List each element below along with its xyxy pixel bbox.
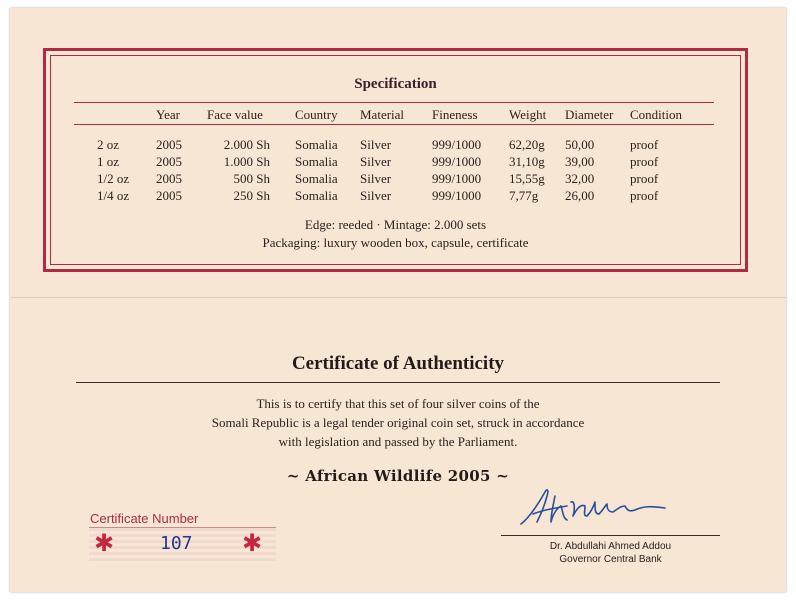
table-cell: 2005 xyxy=(156,171,182,186)
table-cell: 7,77g xyxy=(509,188,539,203)
edge-mintage-note: Edge: reeded · Mintage: 2.000 sets xyxy=(304,217,487,232)
table-cell: 1.000 Sh xyxy=(223,154,270,169)
table-cell: 1/2 oz xyxy=(97,171,130,186)
table-cell: 31,10g xyxy=(509,154,545,169)
table-cell: Somalia xyxy=(295,188,338,203)
asterisk-ornament-icon: ✱ xyxy=(242,529,263,557)
fold-line xyxy=(10,297,786,298)
statement-line: with legislation and passed by the Parliament. xyxy=(278,434,518,449)
certificate-statement xyxy=(10,394,786,451)
statement-line: This is to certify that this set of four silver coins of the xyxy=(256,396,540,411)
col-header-material: Material xyxy=(360,107,405,122)
table-cell: proof xyxy=(630,154,659,169)
statement-line: Somali Republic is a legal tender original coin set, struck in accordance xyxy=(211,415,585,430)
table-cell: 2 oz xyxy=(97,137,120,152)
table-cell: Somalia xyxy=(295,171,338,186)
table-cell: proof xyxy=(630,137,659,152)
col-header-condition: Condition xyxy=(630,107,683,122)
table-cell: 999/1000 xyxy=(432,154,482,169)
header-top-rule xyxy=(74,102,714,103)
table-cell: 2005 xyxy=(156,188,182,203)
table-cell: 2005 xyxy=(156,137,182,152)
col-header-year: Year xyxy=(156,107,180,122)
header-bottom-rule xyxy=(74,124,714,125)
specification-frame xyxy=(43,48,748,272)
table-cell: 999/1000 xyxy=(432,188,482,203)
specification-title: Specification xyxy=(354,76,437,92)
table-cell: proof xyxy=(630,188,659,203)
table-cell: 1/4 oz xyxy=(97,188,130,203)
table-cell: 15,55g xyxy=(509,171,545,186)
table-cell: Silver xyxy=(360,137,392,152)
table-cell: 250 Sh xyxy=(233,188,270,203)
certificate-number-label: Certificate Number xyxy=(90,511,199,526)
table-cell: 26,00 xyxy=(565,188,595,203)
signer-name: Dr. Abdullahi Ahmed Addou xyxy=(549,541,672,552)
asterisk-ornament-icon: ✱ xyxy=(94,529,115,557)
table-cell: 50,00 xyxy=(565,137,595,152)
table-cell: 39,00 xyxy=(565,154,595,169)
table-cell: proof xyxy=(630,171,659,186)
signature-icon xyxy=(515,484,695,534)
certificate-number: 107 xyxy=(160,533,193,554)
series-title: ~ African Wildlife 2005 ~ xyxy=(286,467,510,485)
table-cell: Silver xyxy=(360,154,392,169)
table-cell: Silver xyxy=(360,188,392,203)
certificate-title: Certificate of Authenticity xyxy=(291,353,505,374)
table-cell: Silver xyxy=(360,171,392,186)
packaging-note: Packaging: luxury wooden box, capsule, certificate xyxy=(262,235,529,250)
table-cell: 1 oz xyxy=(97,154,120,169)
signer-title: Governor Central Bank xyxy=(559,554,662,565)
title-rule xyxy=(76,382,720,383)
table-cell: 999/1000 xyxy=(432,171,482,186)
table-cell: 999/1000 xyxy=(432,137,482,152)
col-header-face-value: Face value xyxy=(207,107,263,122)
signature-line xyxy=(501,535,720,536)
table-cell: 500 Sh xyxy=(233,171,270,186)
table-cell: 2.000 Sh xyxy=(223,137,270,152)
col-header-diameter: Diameter xyxy=(565,107,614,122)
col-header-weight: Weight xyxy=(509,107,547,122)
table-cell: Somalia xyxy=(295,154,338,169)
table-cell: 2005 xyxy=(156,154,182,169)
table-cell: Somalia xyxy=(295,137,338,152)
col-header-country: Country xyxy=(295,107,338,122)
table-cell: 62,20g xyxy=(509,137,545,152)
table-cell: 32,00 xyxy=(565,171,595,186)
certificate-card xyxy=(10,8,786,592)
col-header-fineness: Fineness xyxy=(432,107,478,122)
